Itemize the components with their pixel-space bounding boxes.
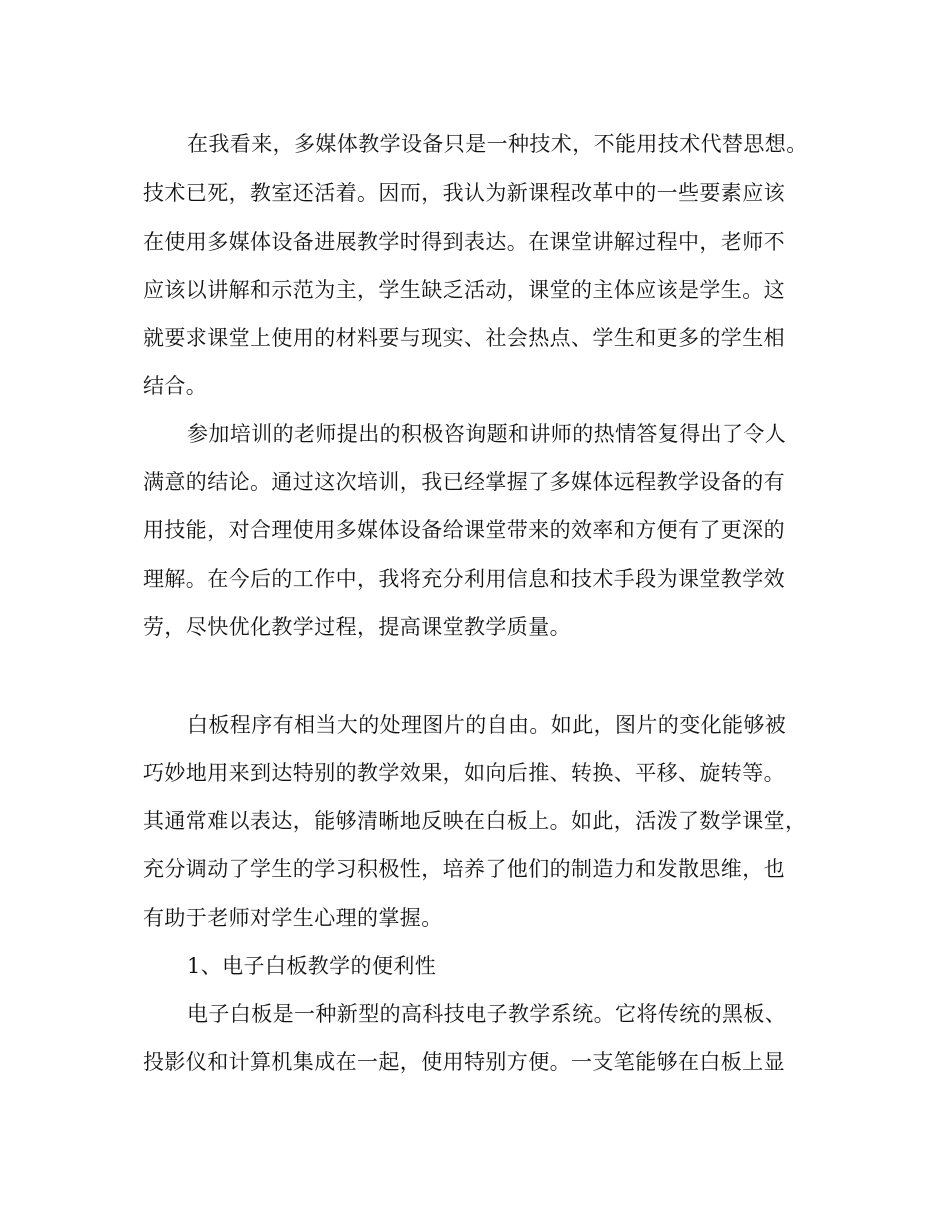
paragraph-2-line-4: 理解。在今后的工作中，我将充分利用信息和技术手段为课堂教学效 (143, 567, 785, 591)
paragraph-3-line-3: 其通常难以表达，能够清晰地反映在白板上。如此，活泼了数学课堂， (143, 809, 807, 833)
paragraph-1-line-4: 应该以讲解和示范为主，学生缺乏活动，课堂的主体应该是学生。这 (143, 278, 785, 302)
paragraph-3-line-1: 白板程序有相当大的处理图片的自由。如此，图片的变化能够被 (187, 713, 787, 737)
paragraph-4-line-1: 电子白板是一种新型的高科技电子教学系统。它将传统的黑板、 (187, 1002, 787, 1026)
paragraph-1-line-5: 就要求课堂上使用的材料要与现实、社会热点、学生和更多的学生相 (143, 326, 785, 350)
paragraph-3-line-5: 有助于老师对学生心理的掌握。 (143, 906, 443, 930)
paragraph-1-line-3: 在使用多媒体设备进展教学时得到表达。在课堂讲解过程中，老师不 (143, 230, 785, 254)
paragraph-1-line-1: 在我看来，多媒体教学设备只是一种技术，不能用技术代替思想。 (187, 132, 808, 156)
section-heading: 1、电子白板教学的便利性 (187, 954, 437, 978)
paragraph-2-line-1: 参加培训的老师提出的积极咨询题和讲师的热情答复得出了令人 (187, 422, 787, 446)
paragraph-1-line-2: 技术已死，教室还活着。因而，我认为新课程改革中的一些要素应该 (143, 181, 785, 205)
paragraph-3-line-2: 巧妙地用来到达特别的教学效果，如向后推、转换、平移、旋转等。 (143, 761, 785, 785)
paragraph-4-line-2: 投影仪和计算机集成在一起，使用特别方便。一支笔能够在白板上显 (143, 1050, 785, 1074)
paragraph-2-line-5: 劳，尽快优化教学过程，提高课堂教学质量。 (143, 615, 571, 639)
paragraph-2-line-2: 满意的结论。通过这次培训，我已经掌握了多媒体远程教学设备的有 (143, 470, 785, 494)
paragraph-1-line-6: 结合。 (143, 374, 208, 398)
paragraph-3-line-4: 充分调动了学生的学习积极性，培养了他们的制造力和发散思维，也 (143, 857, 785, 881)
paragraph-2-line-3: 用技能，对合理使用多媒体设备给课堂带来的效率和方便有了更深的 (143, 518, 785, 542)
